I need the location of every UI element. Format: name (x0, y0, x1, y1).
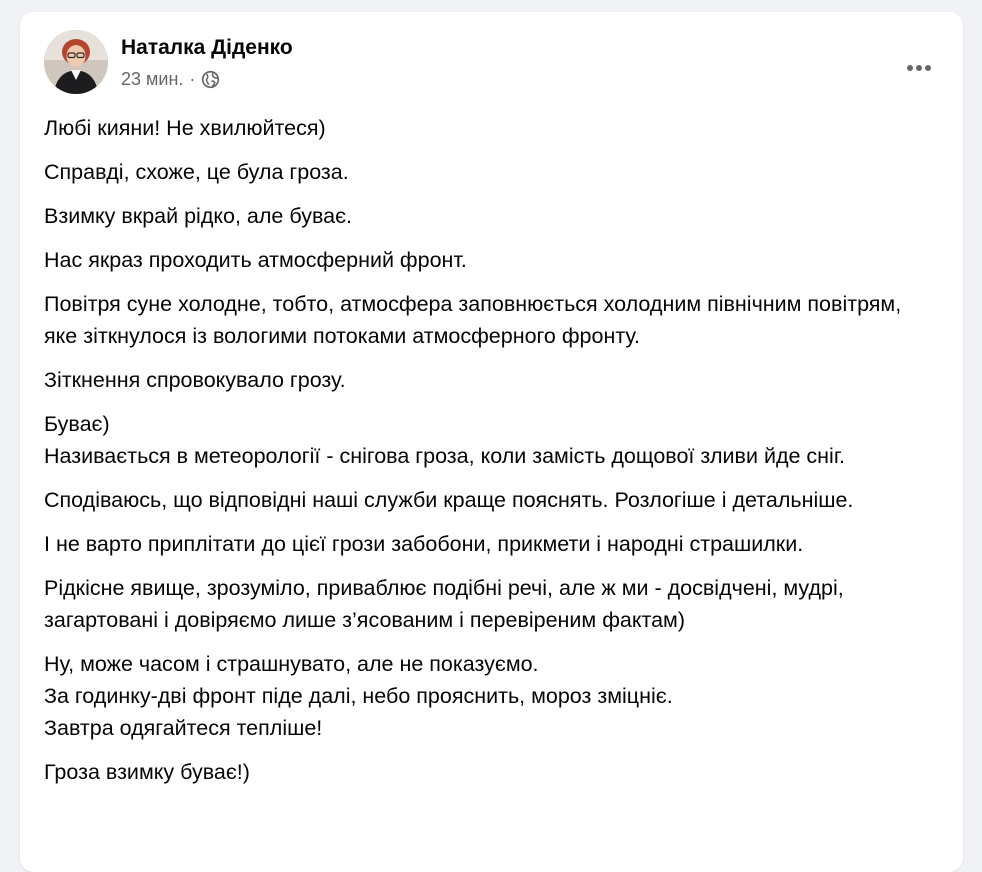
globe-icon[interactable] (201, 70, 220, 89)
post-body (44, 112, 939, 800)
avatar-image (44, 30, 108, 94)
post-paragraph: Гроза взимку буває!) (44, 760, 250, 784)
post-paragraph: Зіткнення спровокувало грозу. (44, 368, 346, 392)
post-card (20, 12, 963, 872)
post-paragraph: Повітря суне холодне, тобто, атмосфера заповнюється холодним північним повітрям, яке зіткнулося із вологими потоками атмосферного фронту. (44, 292, 902, 348)
post-paragraph: І не варто приплітати до цієї грози забобони, прикмети і народні страшилки. (44, 532, 804, 556)
author-name[interactable]: Наталка Діденко (121, 36, 293, 59)
post-paragraph: Любі кияни! Не хвилюйтеся) (44, 116, 326, 140)
meta-separator: · (189, 69, 196, 89)
more-options-button[interactable] (899, 56, 939, 80)
avatar[interactable] (44, 30, 108, 94)
post-paragraph: Буває) Називається в метеорології - снігова гроза, коли замість дощової зливи йде сніг. (44, 412, 846, 468)
post-paragraph: Нас якраз проходить атмосферний фронт. (44, 248, 467, 272)
post-header (44, 30, 939, 96)
more-horizontal-icon (907, 65, 913, 71)
post-paragraph: Взимку вкрай рідко, але буває. (44, 204, 353, 228)
post-paragraph: Рідкісне явище, зрозуміло, приваблює подібні речі, але ж ми - досвідчені, мудрі, загартовані і довіряємо лише з’ясованим і перевіреним фактам) (44, 576, 844, 632)
post-meta (121, 69, 220, 90)
post-time[interactable]: 23 мин. (121, 69, 184, 89)
post-paragraph: Справді, схоже, це була гроза. (44, 160, 349, 184)
post-paragraph: Сподіваюсь, що відповідні наші служби краще пояснять. Розлогіше і детальніше. (44, 488, 854, 512)
post-paragraph: Ну, може часом і страшнувато, але не показуємо. За годинку-дві фронт піде далі, небо прояснить, мороз зміцніє. Завтра одягайтеся тепліше! (44, 652, 673, 740)
